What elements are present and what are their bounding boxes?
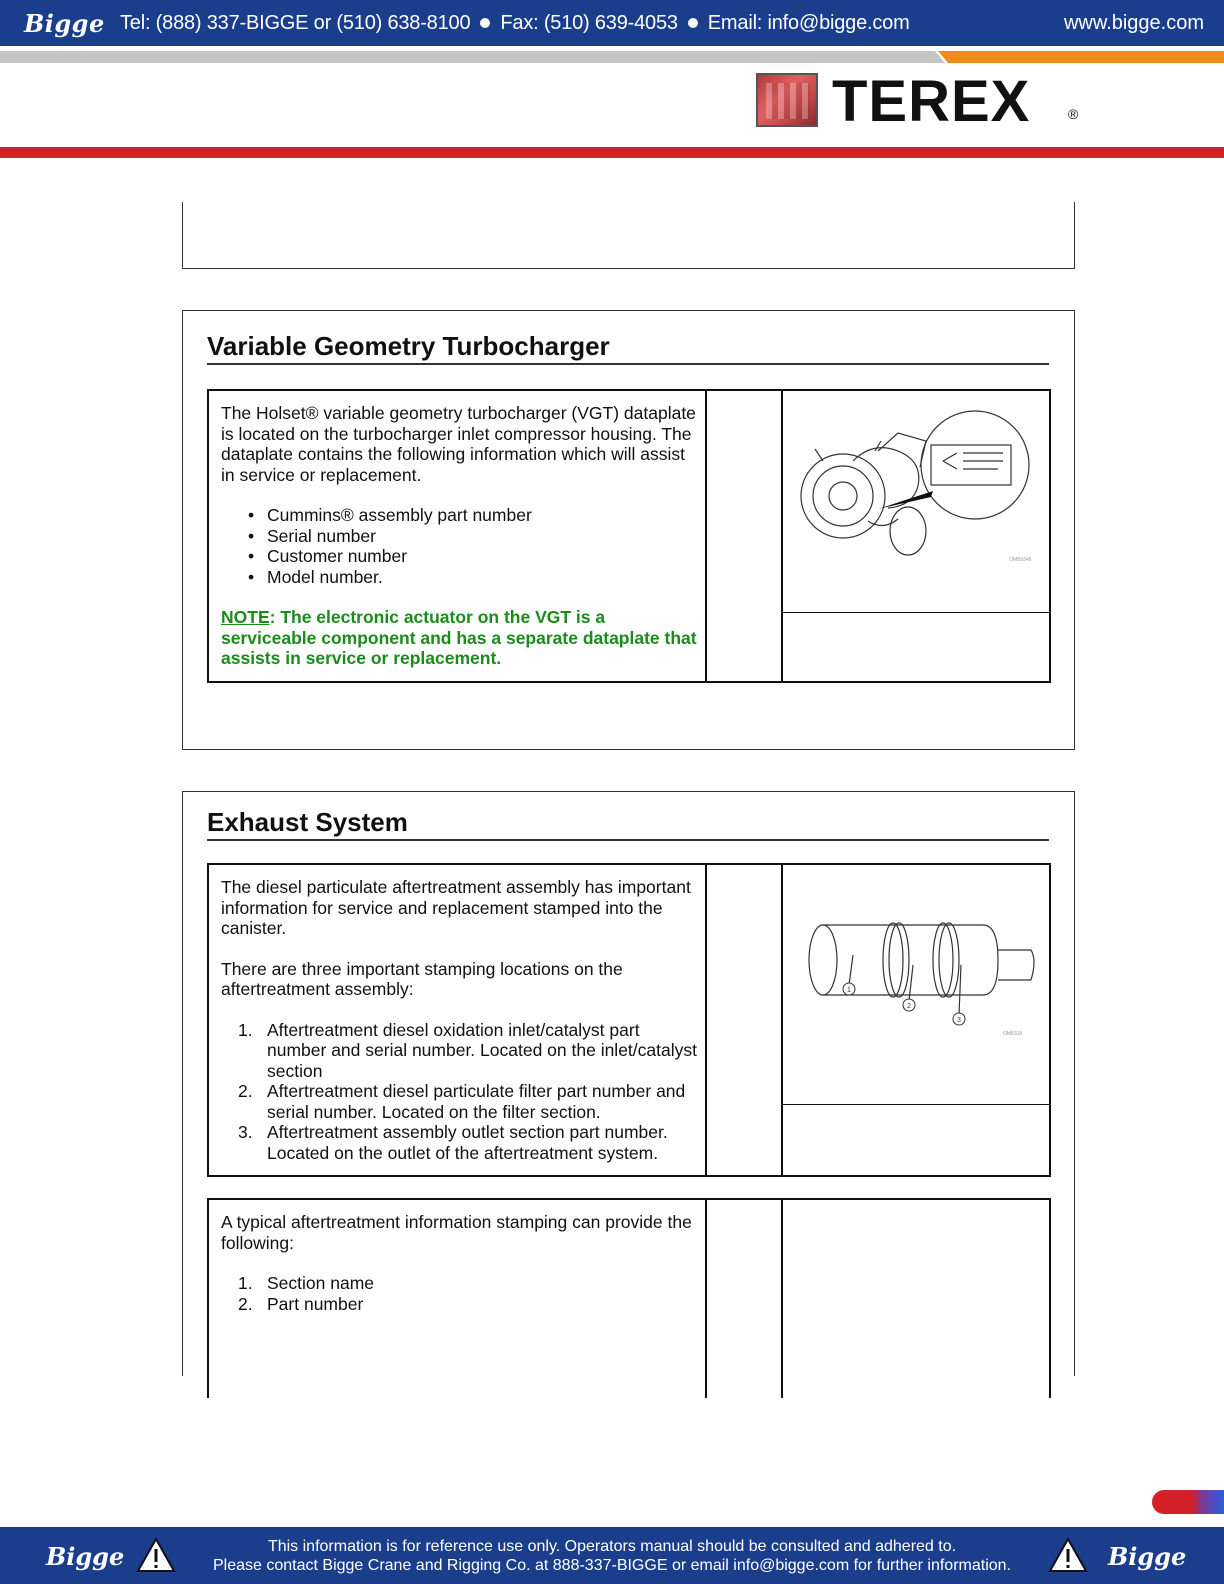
intro-paragraph: The Holset® variable geometry turbocharger (VGT) dataplate is located on the turbocharger inlet compressor housing. The dataplate contains the following information which will assist in service or replacement. <box>221 403 696 485</box>
text-cell <box>209 1200 707 1398</box>
orange-stripe <box>938 51 1224 63</box>
content-row <box>207 389 1051 683</box>
spacer-cell <box>707 865 783 1175</box>
content-row <box>207 863 1051 1177</box>
terex-emblem-icon <box>756 73 818 127</box>
aftertreatment-figure <box>783 865 1049 1105</box>
stamping-list <box>221 1020 697 1164</box>
terex-logo-text: TEREX <box>832 69 1031 134</box>
red-divider <box>0 147 1224 158</box>
content-row <box>207 1198 1051 1398</box>
figure-cell <box>783 865 1049 1175</box>
figure-cell <box>783 1200 1049 1398</box>
figure-cell <box>783 391 1049 681</box>
bullet-dot-icon <box>688 18 698 28</box>
section-title: Exhaust System <box>207 807 408 837</box>
paragraph: There are three important stamping locations on the aftertreatment assembly: <box>221 958 623 999</box>
phone-text: Tel: (888) 337-BIGGE or (510) 638-8100 <box>120 12 471 34</box>
turbocharger-illustration <box>783 391 1049 613</box>
title-underline <box>207 839 1049 841</box>
list-item: 2. Part number <box>238 1293 364 1314</box>
top-header-bar <box>0 0 1224 46</box>
list-item: 1. Section name <box>238 1273 375 1293</box>
list-item: 2. Aftertreatment diesel particulate filter part number and serial number. Located on the filter section. <box>238 1081 686 1122</box>
text-block <box>221 403 697 689</box>
turbocharger-figure <box>783 391 1049 613</box>
color-pill-decoration <box>1152 1490 1224 1514</box>
bullet-dot-icon <box>480 18 490 28</box>
vgt-section <box>182 310 1075 750</box>
svg-text:OMB9346: OMB9346 <box>1009 557 1032 563</box>
warning-icon <box>136 1537 176 1573</box>
list-item: 3. Aftertreatment assembly outlet section part number. Located on the outlet of the aftertreatment system. <box>238 1122 668 1163</box>
list-item: • Serial number <box>221 526 697 547</box>
disclaimer-line-2: Please contact Bigge Crane and Rigging Co. at 888-337-BIGGE or email info@bigge.com for further information. <box>213 1557 1011 1574</box>
note-label: NOTE <box>221 607 270 627</box>
text-block <box>221 1212 697 1314</box>
note-paragraph <box>221 607 697 669</box>
disclaimer-text <box>200 1537 1024 1575</box>
figure-callout: 2 <box>907 1003 911 1010</box>
fax-text: Fax: (510) 639-4053 <box>500 12 678 34</box>
text-cell <box>209 865 707 1175</box>
footer-bar <box>0 1527 1224 1584</box>
text-block <box>221 877 697 1163</box>
list-item: • Model number. <box>221 567 697 588</box>
bigge-logo: Bigge <box>1108 1542 1187 1571</box>
disclaimer-line-1: This information is for reference use only. Operators manual should be consulted and adhered to. <box>267 1538 957 1555</box>
note-text: : The electronic actuator on the VGT is a serviceable component and has a separate dataplate that assists in service or replacement. <box>221 607 697 668</box>
spacer-cell <box>707 1200 783 1398</box>
section-title: Variable Geometry Turbocharger <box>207 331 610 361</box>
list-item: 1. Aftertreatment diesel oxidation inlet/catalyst part number and serial number. Located on the inlet/catalyst section <box>238 1019 697 1081</box>
terex-registered-mark: ® <box>1068 106 1079 122</box>
title-underline <box>207 363 1049 365</box>
svg-text:OM8318: OM8318 <box>1003 1031 1023 1037</box>
contact-line <box>120 12 910 35</box>
figure-callout: 1 <box>847 987 851 994</box>
website-link[interactable]: www.bigge.com <box>1063 12 1204 34</box>
warning-icon <box>1048 1537 1088 1573</box>
info-list <box>221 505 697 587</box>
exhaust-section <box>182 791 1075 1376</box>
spacer-cell <box>707 391 783 681</box>
email-text: Email: info@bigge.com <box>707 12 910 34</box>
list-item: • Cummins® assembly part number <box>221 505 697 526</box>
text-cell <box>209 391 707 681</box>
previous-section-frame <box>182 202 1075 269</box>
stamping-info-list <box>221 1273 697 1314</box>
figure-callout: 3 <box>957 1017 961 1024</box>
paragraph: The diesel particulate aftertreatment assembly has important information for service and replacement stamped into the canister. <box>221 877 691 938</box>
bigge-logo: Bigge <box>46 1542 125 1571</box>
aftertreatment-illustration <box>783 865 1049 1105</box>
paragraph: A typical aftertreatment information stamping can provide the following: <box>221 1212 692 1253</box>
gray-stripe <box>0 51 945 63</box>
list-item: • Customer number <box>221 546 697 567</box>
bigge-logo: Bigge <box>24 9 105 38</box>
